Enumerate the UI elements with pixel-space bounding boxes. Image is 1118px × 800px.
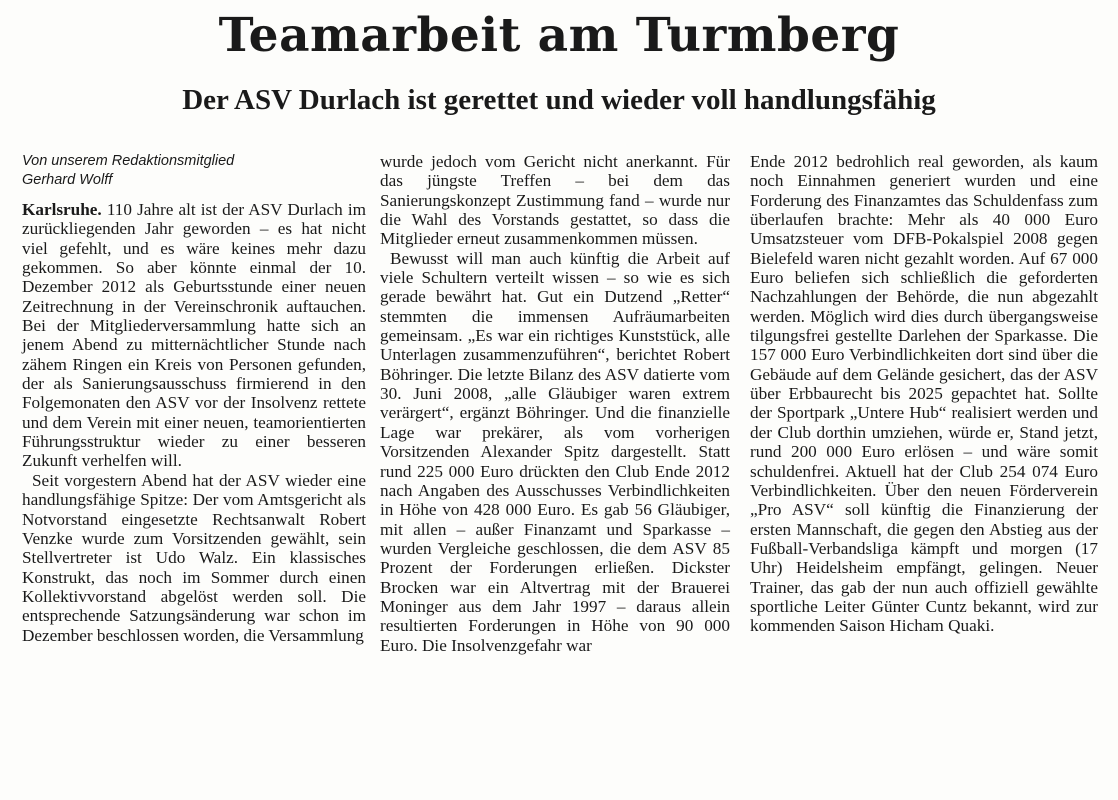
column-3 <box>750 152 1098 636</box>
column-2 <box>380 152 730 655</box>
paragraph: Seit vorgestern Abend hat der ASV wieder eine handlungsfähige Spitze: Der vom Amtsgericht als Notvorstand eingesetzte Rechtsanwalt Robert Venzke wurde zum Vorsitzenden gewählt, sein Stellvertreter ist Udo Walz. Ein klassisches Konstrukt, das noch im Sommer durch einen Kollektivvorstand abgelöst werden soll. Die entsprechende Satzungsänderung war schon im Dezember beschlossen worden, die Versammlung <box>22 470 366 645</box>
byline-role: Von unserem Redaktionsmitglied <box>22 153 235 169</box>
paragraph: Bewusst will man auch künftig die Arbeit auf viele Schultern verteilt wissen – so wie es sich gerade bewährt hat. Gut ein Dutzend „Retter“ stemmten die immensen Aufräumarbeiten gemeinsam. „Es war ein richtiges Kunststück, alle Unterlagen zusammenzuführen“, berichtet Robert Böhringer. Die letzte Bilanz des ASV datierte vom 30. Juni 2008, „alle Gläubiger waren extrem verärgert“, ergänzt Böhringer. Und die finanzielle Lage war prekärer, als vom vorherigen Vorsitzenden Alexander Spitz dargestellt. Statt rund 225 000 Euro drückten den Club Ende 2012 nach Angaben des Ausschusses Verbindlichkeiten in Höhe von 428 000 Euro. Es gab 56 Gläubiger, mit allen – außer Finanzamt und Sparkasse – wurden Vergleiche geschlossen, die dem ASV 85 Prozent der Forderungen erließen. Dickster Brocken war ein Altvertrag mit der Brauerei Moninger aus dem Jahr 1997 – daraus allein resultierten Forderungen in Höhe von 90 000 Euro. Die Insolvenzgefahr war <box>380 248 730 655</box>
paragraph-text: 110 Jahre alt ist der ASV Durlach im zurückliegenden Jahr geworden – es hat nicht viel gefehlt, und es wäre keines mehr dazu gekommen. So aber könnte einmal der 10. Dezember 2012 als Geburtsstunde einer neuen Zeitrechnung in der Vereinschronik auftauchen. Bei der Mitgliederversammlung hatte sich an jenem Abend zu mitternächtlicher Stunde nach zähem Ringen ein Kreis von Personen gefunden, der als Sanierungsausschuss firmierend in den Folgemonaten den ASV vor der Insolvenz rettete und dem Verein mit einer neuen, teamorientierten Führungsstruktur wieder zu einer besseren Zukunft verhelfen will. <box>22 200 366 471</box>
byline <box>22 152 366 190</box>
paragraph: Ende 2012 bedrohlich real geworden, als kaum noch Einnahmen generiert wurden und eine Forderung des Finanzamtes das Schuldenfass zum überlaufen brachte: Mehr als 40 000 Euro Umsatzsteuer vom DFB-Pokalspiel 2008 gegen Bielefeld waren nicht gezahlt worden. Auf 67 000 Euro beliefen sich schließlich die geforderten Nachzahlungen der Behörde, die nun abgezahlt werden. Möglich wird dies durch übergangsweise tilgungsfrei gestellte Darlehen der Sparkasse. Die 157 000 Euro Verbindlichkeiten dort sind über die Gebäude auf dem Gelände gesichert, das der ASV über Erbbaurecht bis 2025 gepachtet hat. Sollte der Sportpark „Untere Hub“ realisiert werden und der Club dorthin umziehen, würde er, Stand jetzt, rund 200 000 Euro erlösen – und wäre somit schuldenfrei. Aktuell hat der Club 254 074 Euro Verbindlichkeiten. Über den neuen Förderverein „Pro ASV“ soll künftig die Finanzierung der ersten Mannschaft, die gegen den Abstieg aus der Fußball-Verbandsliga kämpft und morgen (17 Uhr) Heidelsheim empfängt, gelingen. Neuer Trainer, das gab der nun auch offiziell gewählte sportliche Leiter Günter Cuntz bekannt, wird zur kommenden Saison Hicham Quaki. <box>750 152 1098 636</box>
paragraph <box>22 200 366 471</box>
byline-author: Gerhard Wolff <box>22 172 113 188</box>
article-headline: Teamarbeit am Turmberg <box>218 8 900 63</box>
paragraph: wurde jedoch vom Gericht nicht anerkannt. Für das jüngste Treffen – bei dem das Sanierungskonzept Zustimmung fand – wurde nur die Wahl des Vorstands gestattet, so dass die Mitglieder erneut zusammenkommen müssen. <box>380 152 730 249</box>
column-1 <box>22 152 366 645</box>
article-subheadline: Der ASV Durlach ist gerettet und wieder voll handlungsfähig <box>182 84 936 116</box>
dateline: Karlsruhe. <box>22 200 102 219</box>
